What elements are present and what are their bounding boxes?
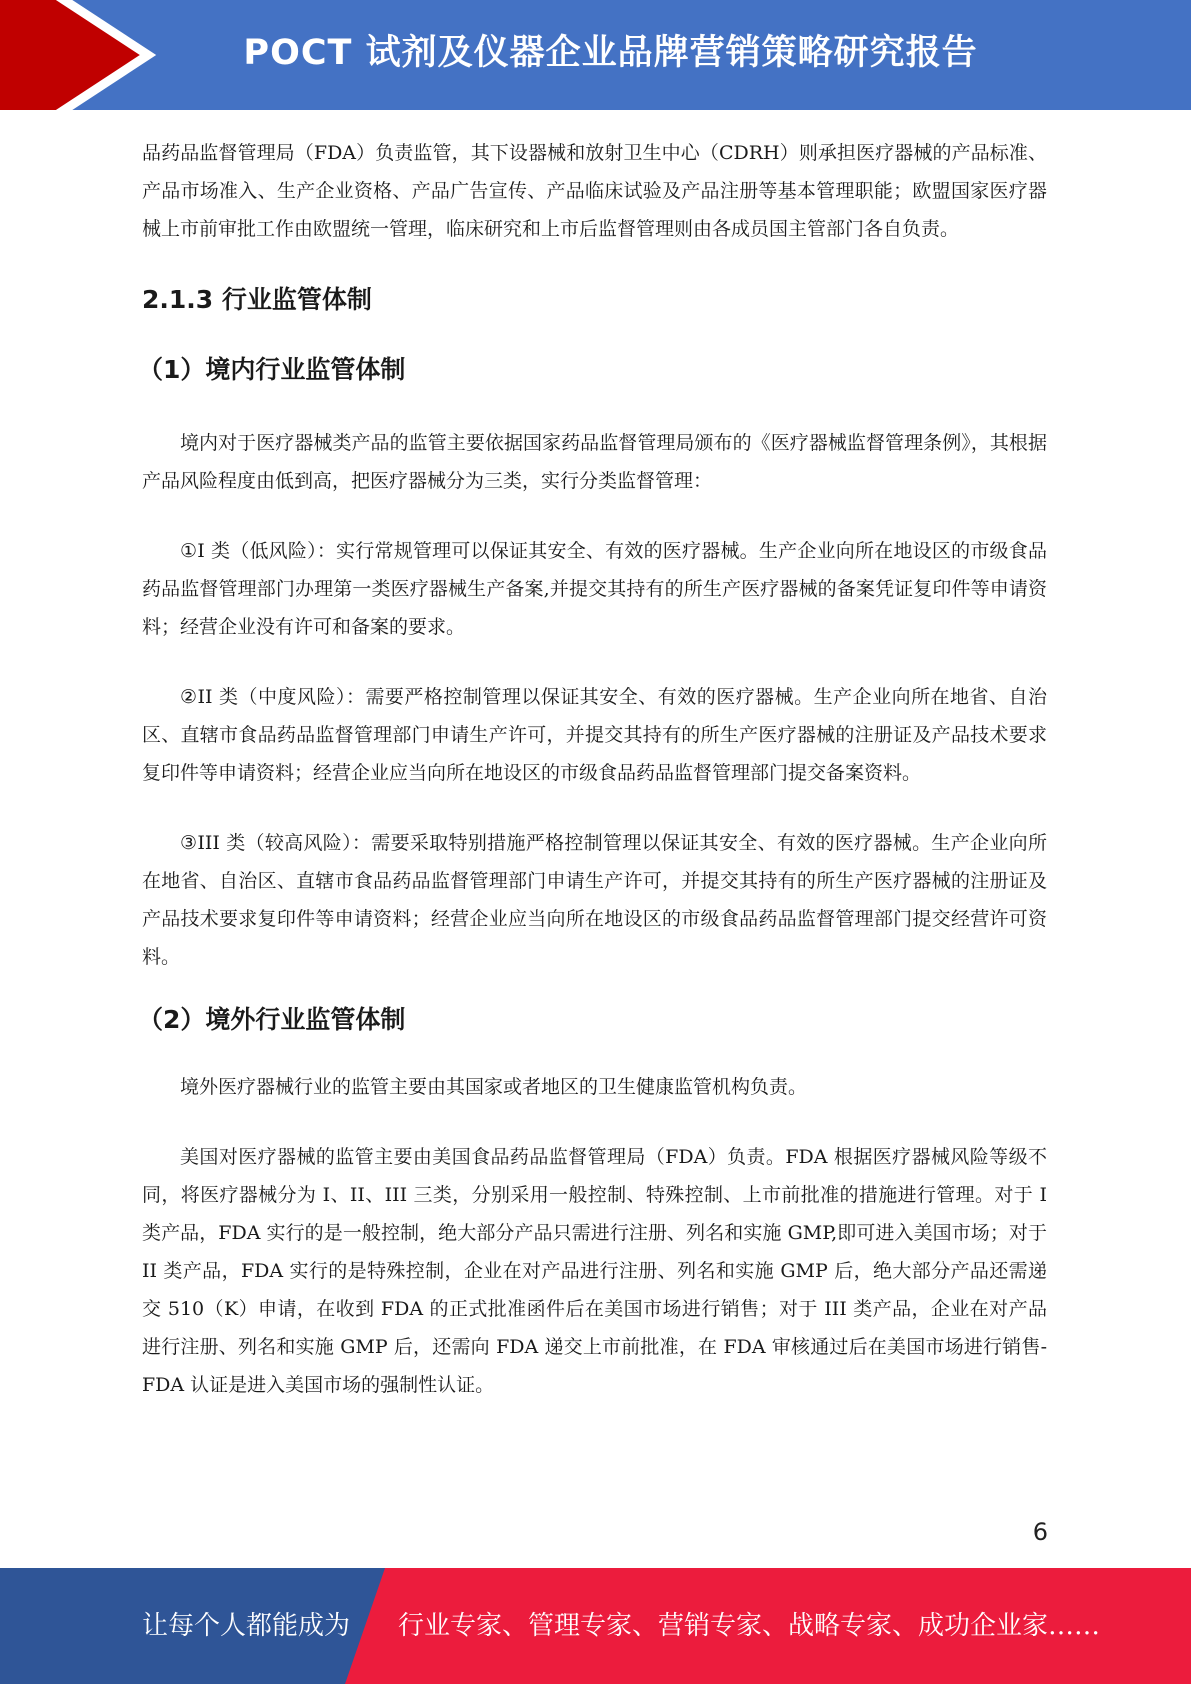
paragraph-usa-fda: 美国对医疗器械的监管主要由美国食品药品监督管理局（FDA）负责。FDA 根据医疗器械风险等级不同，将医疗器械分为 I、II、III 三类，分别采用一般控制、特殊控制、上市前批准的措施进行管理。对于 I 类产品，FDA 实行的是一般控制，绝大部分产品只需进行注册、列名和实施 GMP,即可进入美国市场；对于 II 类产品，FDA 实行的是特殊控制，企业在对产品进行注册、列名和实施 GMP 后，绝大部分产品还需递交 510（K）申请，在收到 FDA 的正式批准函件后在美国市场进行销售；对于 III 类产品，企业在对产品进行注册、列名和实施 GMP 后，还需向 FDA 递交上市前批准，在 FDA 审核通过后在美国市场进行销售-FDA 认证是进入美国市场的强制性认证。 bbox=[142, 1146, 1047, 1396]
paragraph-class-i: ①I 类（低风险）：实行常规管理可以保证其安全、有效的医疗器械。生产企业向所在地设区的市级食品药品监督管理部门办理第一类医疗器械生产备案,并提交其持有的所生产医疗器械的备案凭证复印件等申请资料；经营企业没有许可和备案的要求。 bbox=[142, 540, 1047, 638]
paragraph-domestic-intro: 境内对于医疗器械类产品的监管主要依据国家药品监督管理局颁布的《医疗器械监督管理条例》，其根据产品风险程度由低到高，把医疗器械分为三类，实行分类监督管理： bbox=[142, 432, 1047, 492]
paragraph-fda-eu: 品药品监督管理局（FDA）负责监管，其下设器械和放射卫生中心（CDRH）则承担医疗器械的产品标准、产品市场准入、生产企业资格、产品广告宣传、产品临床试验及产品注册等基本管理职能；欧盟国家医疗器械上市前审批工作由欧盟统一管理，临床研究和上市后监督管理则由各成员国主管部门各自负责。 bbox=[142, 142, 1047, 240]
page-content bbox=[138, 134, 1047, 1404]
paragraph-overseas-intro: 境外医疗器械行业的监管主要由其国家或者地区的卫生健康监管机构负责。 bbox=[180, 1076, 808, 1098]
section-heading-2-1-3: 2.1.3 行业监管体制 bbox=[142, 285, 372, 314]
page-number: 6 bbox=[1032, 1518, 1048, 1546]
subheading-domestic: （1）境内行业监管体制 bbox=[138, 355, 406, 384]
page-footer bbox=[0, 1568, 1191, 1684]
page-header bbox=[0, 0, 1191, 110]
report-title: POCT 试剂及仪器企业品牌营销策略研究报告 bbox=[243, 33, 978, 73]
subheading-overseas: （2）境外行业监管体制 bbox=[138, 1005, 406, 1034]
paragraph-class-iii: ③III 类（较高风险）：需要采取特别措施严格控制管理以保证其安全、有效的医疗器械。生产企业向所在地省、自治区、直辖市食品药品监督管理部门申请生产许可，并提交其持有的所生产医疗器械的注册证及产品技术要求复印件等申请资料；经营企业应当向所在地设区的市级食品药品监督管理部门提交经营许可资料。 bbox=[142, 832, 1047, 968]
footer-slogan-left: 让每个人都能成为 bbox=[142, 1611, 351, 1641]
footer-slogan-right: 行业专家、管理专家、营销专家、战略专家、成功企业家…… bbox=[398, 1611, 1101, 1641]
paragraph-class-ii: ②II 类（中度风险）：需要严格控制管理以保证其安全、有效的医疗器械。生产企业向所在地省、自治区、直辖市食品药品监督管理部门申请生产许可，并提交其持有的所生产医疗器械的注册证及产品技术要求复印件等申请资料；经营企业应当向所在地设区的市级食品药品监督管理部门提交备案资料。 bbox=[142, 686, 1047, 784]
